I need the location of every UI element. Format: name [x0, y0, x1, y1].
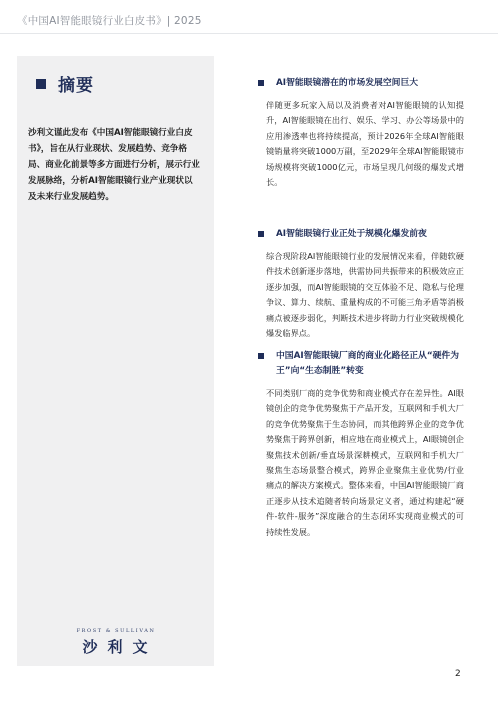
abstract-heading-text: 摘要 [58, 76, 94, 96]
section-heading [254, 76, 464, 91]
square-bullet-icon [258, 231, 264, 237]
section-heading [254, 227, 464, 242]
abstract-heading [36, 71, 94, 96]
document-header: 《中国AI智能眼镜行业白皮书》| 2025 [17, 15, 202, 27]
square-bullet-icon [258, 80, 264, 86]
section-market-potential [254, 76, 464, 190]
logo-english: FROST & SULLIVAN [76, 628, 156, 634]
abstract-body: 沙利文谨此发布《中国AI智能眼镜行业白皮书》，旨在从行业现状、发展趋势、竞争格局、商业化前景等多方面进行分析，展示行业发展脉络，分析AI智能眼镜行业产业现状以及未来行业发展趋势。 [28, 128, 200, 202]
section-title: AI智能眼镜潜在的市场发展空间巨大 [276, 78, 419, 88]
section-body: 不同类别厂商的竞争优势和商业模式存在差异性。AI眼镜创企的竞争优势聚焦于产品开发，互联网和手机大厂的竞争优势聚焦于生态协同，而其他跨界企业的竞争优势聚焦于跨界创新，相应地在商业模式上，AI眼镜创企聚焦技术创新/垂直场景深耕模式，互联网和手机大厂聚焦生态场景整合模式，跨界企业聚焦主业优势/行业痛点的解决方案模式。整体来看，中国AI智能眼镜厂商正逐步从技术追随者转向场景定义者，通过构建起“硬件-软件-服务”深度融合的生态闭环实现商业模式的可持续性发展。 [266, 388, 464, 537]
section-body: 综合现阶段AI智能眼镜行业的发展情况来看，伴随软硬件技术创新逐步落地，供需协同共振带来的积极效应正逐步加强，而AI智能眼镜的交互体验不足、隐私与伦理争议、算力、续航、重量构成的不可能三角矛盾等消极痛点被逐步弱化，判断技术进步将助力行业突破规模化爆发临界点。 [266, 251, 464, 339]
frost-sullivan-logo [66, 628, 166, 657]
header-divider [0, 33, 498, 34]
section-commercialization-path [254, 349, 464, 540]
section-title: 中国AI智能眼镜厂商的商业化路径正从“硬件为王”向“生态制胜”转变 [276, 351, 460, 376]
section-heading [254, 349, 464, 379]
section-title: AI智能眼镜行业正处于规模化爆发前夜 [276, 229, 427, 239]
logo-chinese: 沙利文 [82, 638, 158, 656]
square-bullet-icon [36, 79, 46, 89]
page-number: 2 [455, 669, 461, 679]
section-scale-explosion [254, 227, 464, 341]
square-bullet-icon [258, 353, 264, 359]
section-body: 伴随更多玩家入局以及消费者对AI智能眼镜的认知提升，AI智能眼镜在出行、娱乐、学习、办公等场景中的应用渗透率也将持续提高，预计2026年全球AI智能眼镜销量将突破1000万副，至2029年全球AI智能眼镜市场规模将突破1000亿元，市场呈现几何级的爆发式增长。 [266, 100, 464, 188]
